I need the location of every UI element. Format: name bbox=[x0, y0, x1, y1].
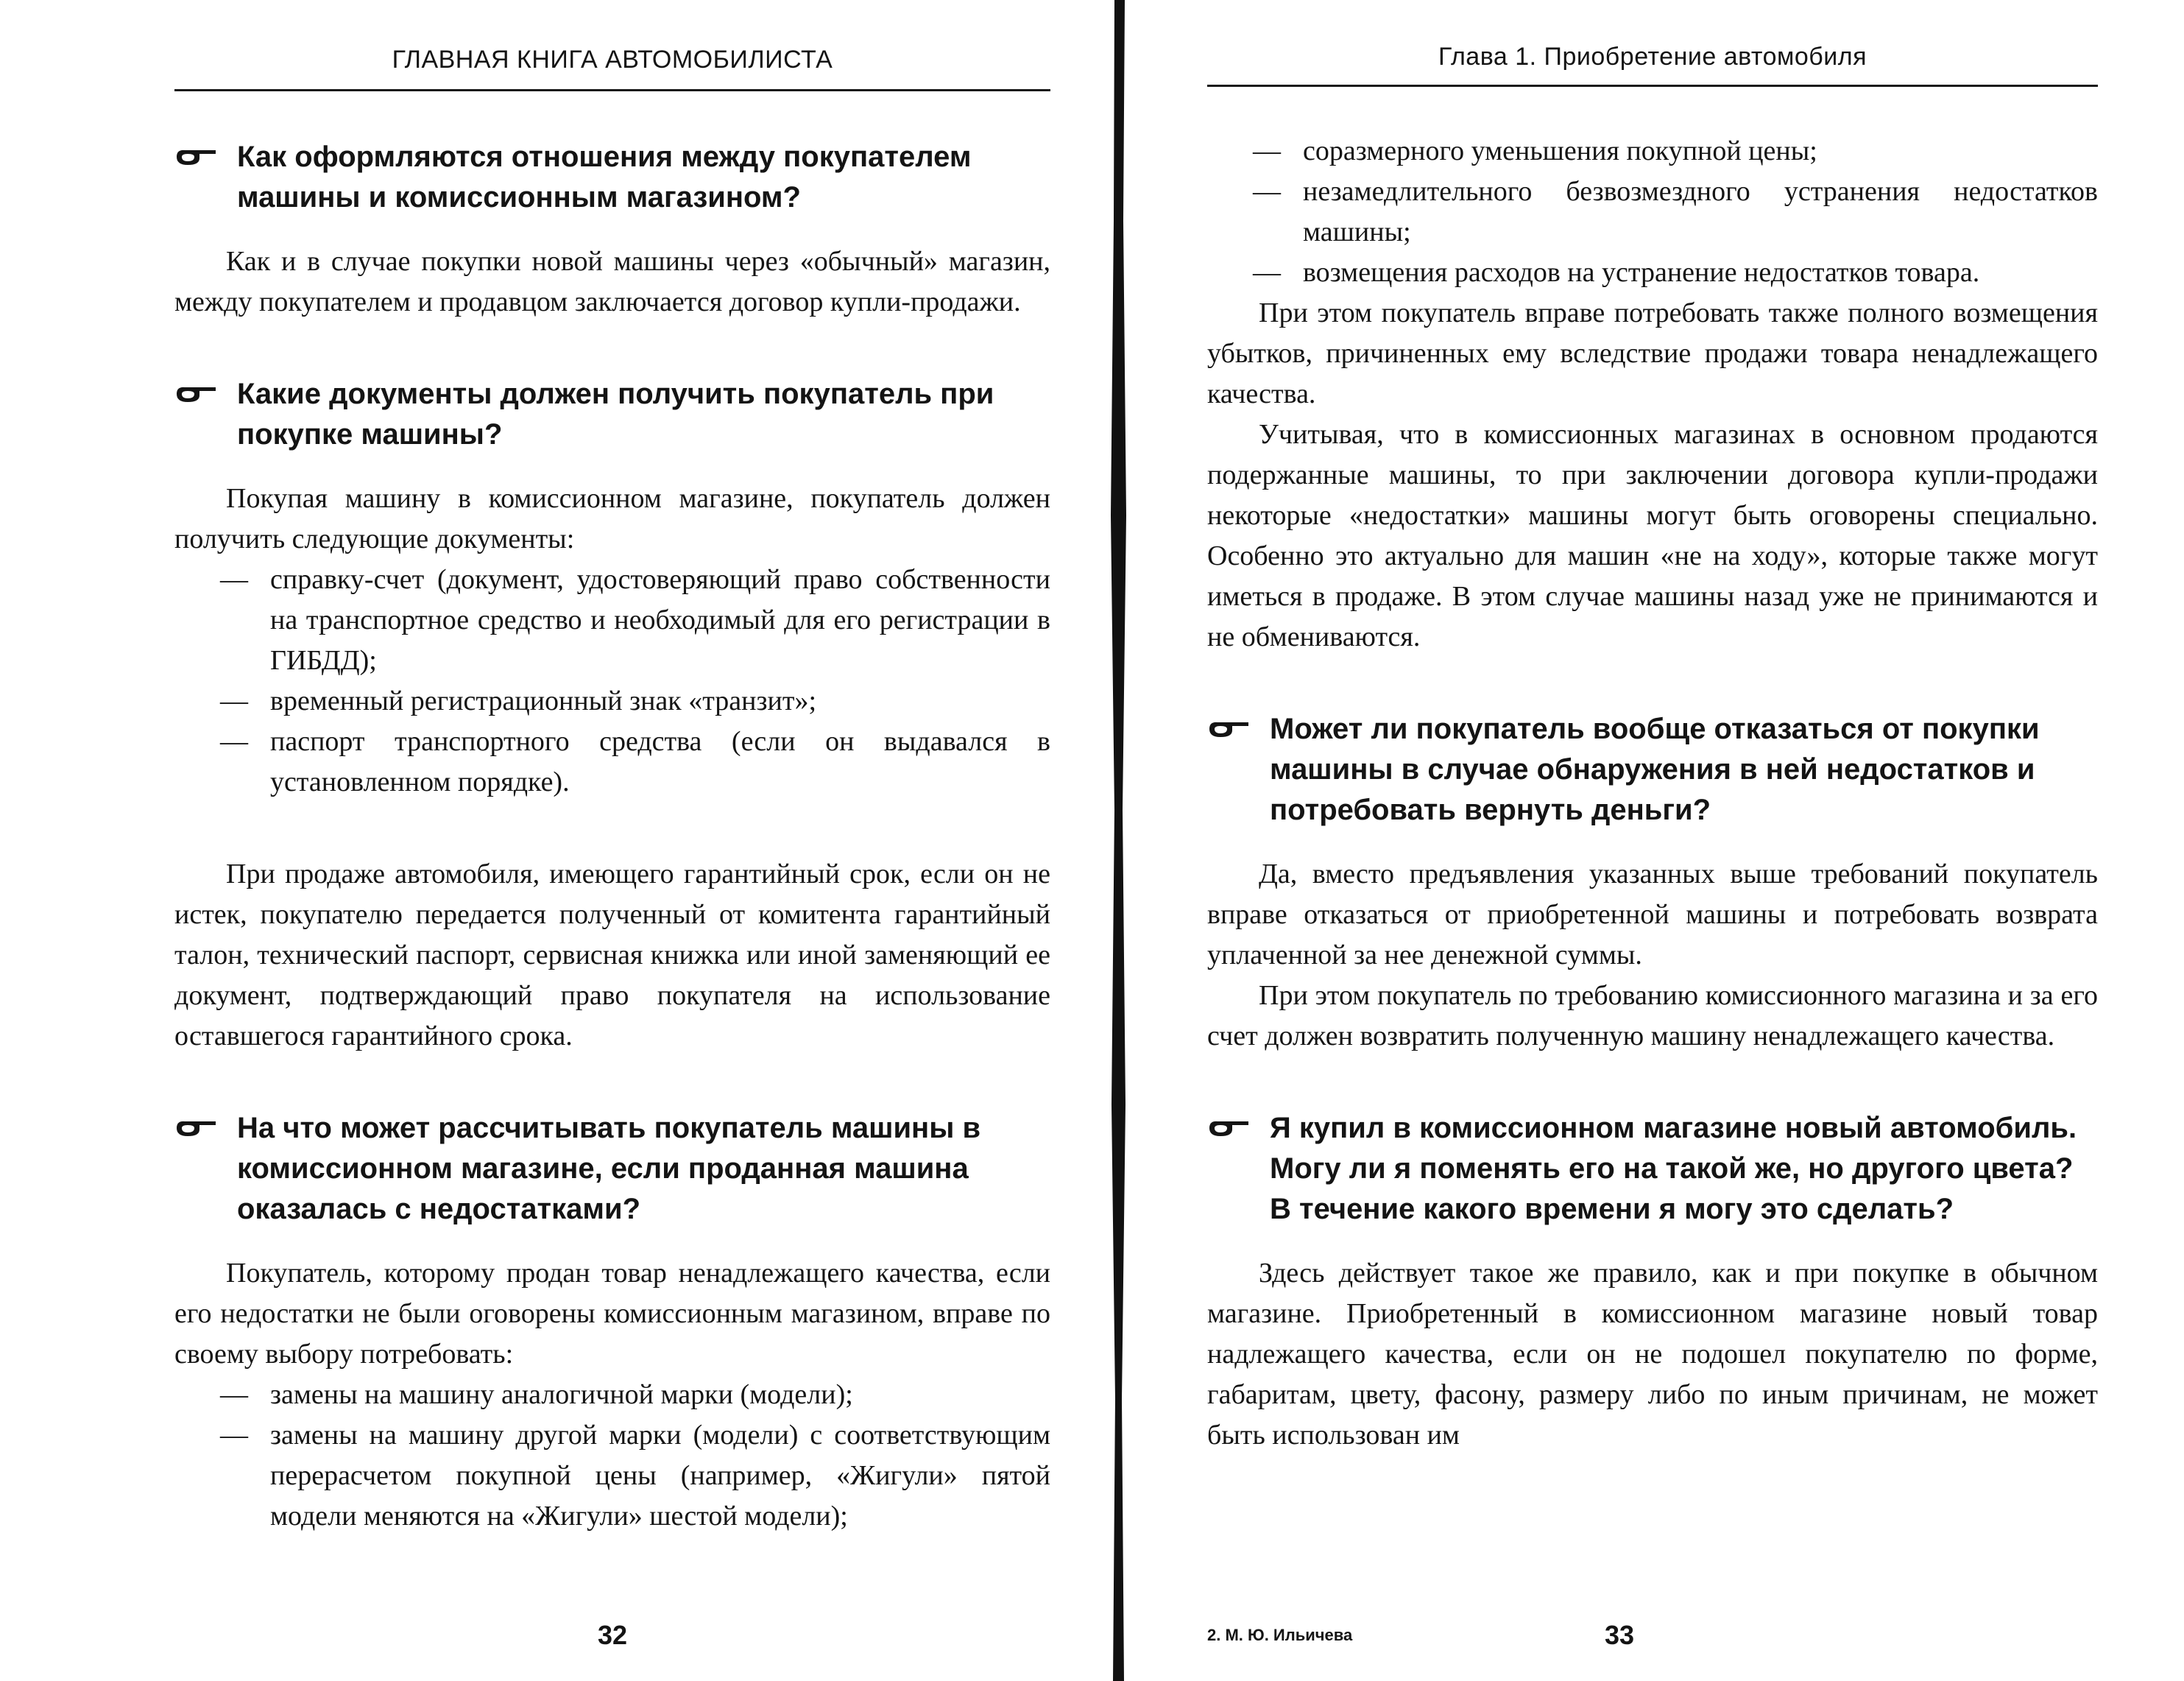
paragraph: Здесь действует такое же правило, как и при покупке в обычном магазине. Приобретенный в комиссионном магазине новый товар надлежащего качества, если он не подошел покупателю по форме, габаритам, цвету, фасону, размеру либо по иным причинам, не может быть использован им bbox=[1207, 1258, 2098, 1451]
page-number: 33 bbox=[1605, 1620, 1635, 1650]
book-spine-shadow bbox=[1104, 0, 1134, 1681]
pointing-hand-icon bbox=[174, 147, 219, 166]
pointing-hand-icon bbox=[174, 384, 219, 403]
printer-signature: 2. М. Ю. Ильичева bbox=[1207, 1626, 1353, 1644]
running-head-right: Глава 1. Приобретение автомобиля bbox=[1438, 43, 1867, 71]
pointing-hand-icon bbox=[174, 1118, 219, 1138]
question-heading bbox=[174, 1108, 1050, 1230]
head-rule-left bbox=[174, 89, 1050, 91]
list-item: — замены на машину аналогичной марки (модели); bbox=[220, 1379, 853, 1410]
page-number: 32 bbox=[598, 1620, 628, 1650]
right-page bbox=[1207, 0, 2098, 1681]
right-page-content bbox=[1207, 131, 2098, 1456]
paragraph: Покупатель, которому продан товар ненадлежащего качества, если его недостатки не были оговорены комиссионным магазином, вправе по своему выбору потребовать: bbox=[174, 1258, 1050, 1370]
paragraph: Как и в случае покупки новой машины через «обычный» магазин, между покупателем и продавцом заключается договор купли-продажи. bbox=[174, 246, 1050, 317]
question-heading bbox=[1207, 1108, 2098, 1230]
paragraph: При продаже автомобиля, имеющего гарантийный срок, если он не истек, покупателю передается полученный от комитента гарантийный талон, технический паспорт, сервисная книжка или иной заменяющий ее документ, подтверждающий право покупателя на использование оставшегося гарантийного срока. bbox=[174, 859, 1050, 1051]
head-rule-right bbox=[1207, 85, 2098, 87]
paragraph: Учитывая, что в комиссионных магазинах в основном продаются подержанные машины, то при заключении договора купли-продажи некоторые «недостатки» машины могут быть оговорены специально. Особенно это актуально для машин «не на ходу», которые также могут иметься в продаже. В этом случае машины назад уже не принимаются и не обмениваются. bbox=[1207, 419, 2098, 652]
question-text: Я купил в комиссионном магазине новый автомобиль. Могу ли я поменять его на такой же, но другого цвета? В течение какого времени я могу это сделать? bbox=[1270, 1112, 2077, 1225]
question-heading bbox=[174, 137, 1050, 218]
list-item: — возмещения расходов на устранение недостатков товара. bbox=[1253, 257, 1980, 288]
list-item: — справку-счет (документ, удостоверяющий право собственности на транспортное средство и необходимый для его регистрации в ГИБДД); bbox=[220, 564, 1050, 676]
left-page-content bbox=[174, 137, 1050, 1537]
list-item: — паспорт транспортного средства (если он выдавался в установленном порядке). bbox=[220, 726, 1050, 797]
left-page bbox=[174, 0, 1050, 1681]
question-text: Как оформляются отношения между покупателем машины и комиссионным магазином? bbox=[237, 141, 972, 214]
question-text: На что может рассчитывать покупатель машины в комиссионном магазине, если проданная машина оказалась с недостатками? bbox=[237, 1112, 981, 1225]
pointing-hand-icon bbox=[1207, 1118, 1251, 1138]
list-item: — незамедлительного безвозмездного устранения недостатков машины; bbox=[1253, 176, 2098, 247]
question-heading bbox=[1207, 709, 2098, 831]
question-text: Может ли покупатель вообще отказаться от покупки машины в случае обнаружения в ней недостатков и потребовать вернуть деньги? bbox=[1270, 713, 2040, 826]
question-heading bbox=[174, 374, 1050, 455]
running-head-left: ГЛАВНАЯ КНИГА АВТОМОБИЛИСТА bbox=[392, 46, 833, 74]
paragraph: При этом покупатель по требованию комиссионного магазина и за его счет должен возвратить полученную машину ненадлежащего качества. bbox=[1207, 980, 2098, 1051]
paragraph: Да, вместо предъявления указанных выше требований покупатель вправе отказаться от приобретенной машины и потребовать возврата уплаченной за нее денежной суммы. bbox=[1207, 859, 2098, 970]
question-text: Какие документы должен получить покупатель при покупке машины? bbox=[237, 378, 994, 451]
list-item: — соразмерного уменьшения покупной цены; bbox=[1253, 135, 1817, 166]
paragraph: При этом покупатель вправе потребовать также полного возмещения убытков, причиненных ему вследствие продажи товара ненадлежащего качества. bbox=[1207, 297, 2098, 409]
list-item: — временный регистрационный знак «транзит»; bbox=[220, 686, 817, 716]
document-list bbox=[174, 560, 1050, 803]
requirements-list bbox=[174, 1375, 1050, 1537]
continued-list bbox=[1207, 131, 2098, 293]
paragraph: Покупая машину в комиссионном магазине, покупатель должен получить следующие документы: bbox=[174, 483, 1050, 554]
list-item: — замены на машину другой марки (модели) с соответствующим перерасчетом покупной цены (например, «Жигули» пятой модели меняются на «Жигули» шестой модели); bbox=[220, 1420, 1050, 1532]
pointing-hand-icon bbox=[1207, 719, 1251, 739]
